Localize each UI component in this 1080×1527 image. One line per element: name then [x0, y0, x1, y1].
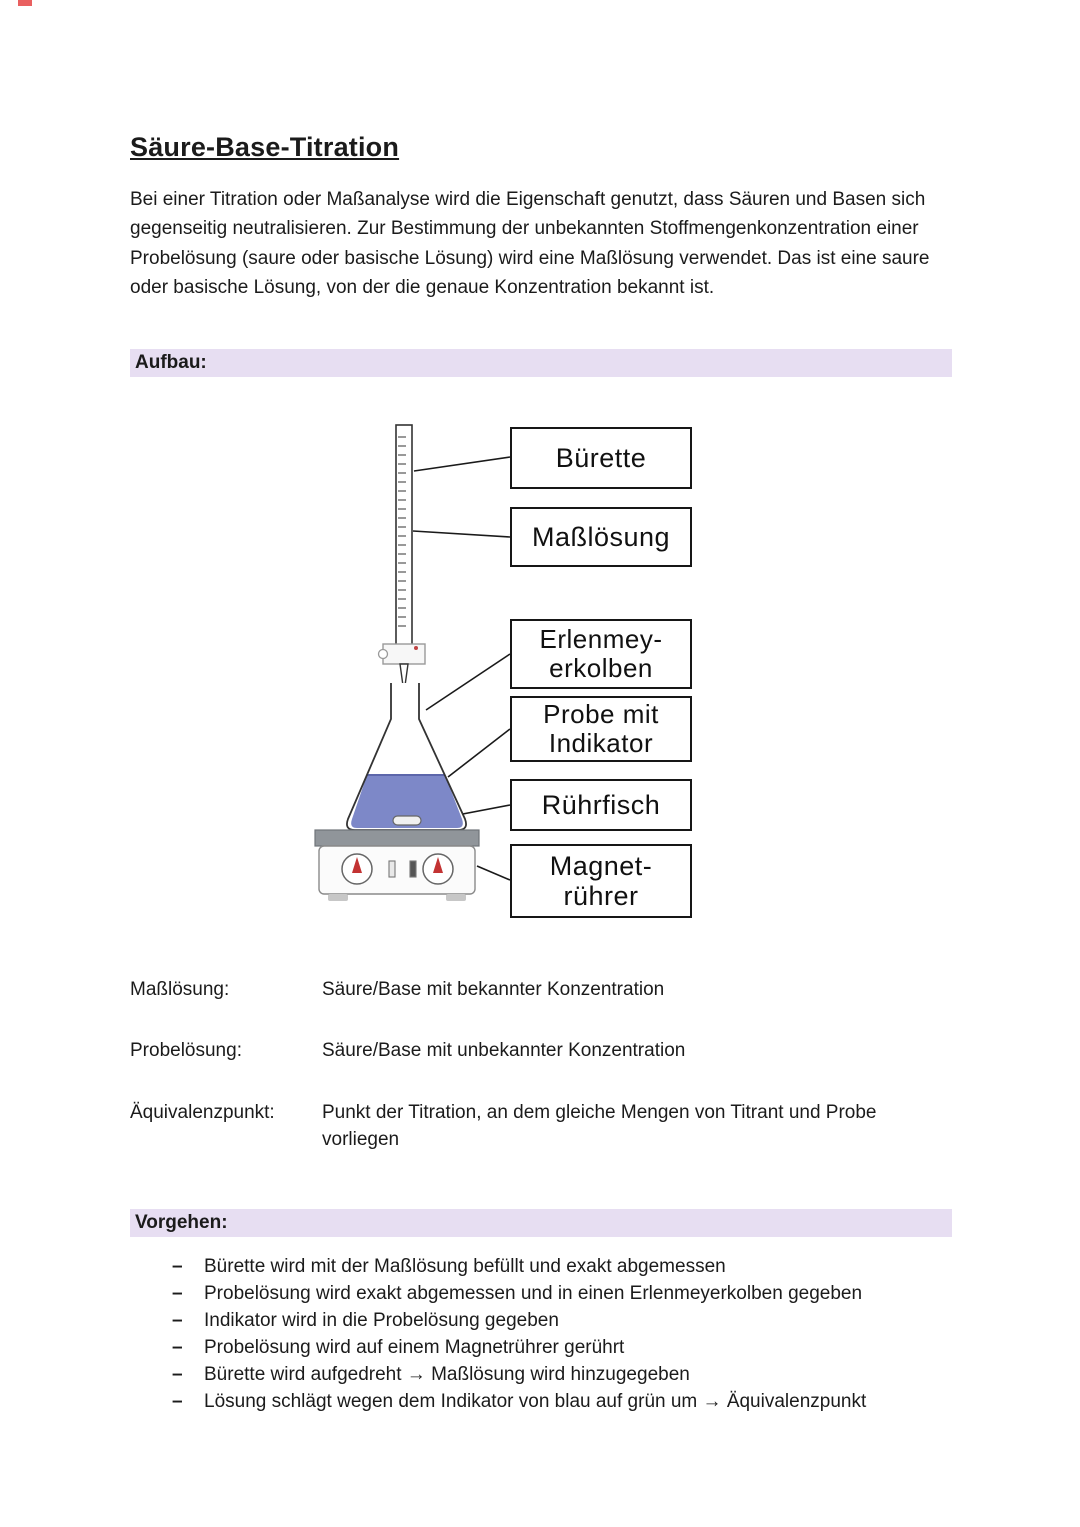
- bullet-dash: –: [172, 1364, 183, 1386]
- definitions-block: [130, 977, 952, 1153]
- label-box-probe-indikator: [510, 696, 692, 762]
- titration-diagram: [0, 417, 1080, 937]
- connector-masslosung: [413, 531, 510, 537]
- step-item: [130, 1280, 952, 1307]
- label-magnet-line2: rührer: [563, 880, 639, 911]
- step-item: [130, 1307, 952, 1334]
- step-item: [130, 1253, 952, 1280]
- label-probe-line1: Probe mit: [543, 698, 659, 729]
- definition-row: [130, 977, 952, 1004]
- stirrer-foot-left: [328, 894, 348, 901]
- step-item: [130, 1334, 952, 1361]
- label-erlenmeyer-line1: Erlenmey-: [539, 623, 663, 654]
- stirrer-dial-left: [342, 854, 372, 884]
- magnetic-stirrer-graphic: [315, 830, 479, 901]
- clamp-screw: [379, 649, 388, 658]
- bullet-dash: –: [172, 1283, 183, 1305]
- step-text: Probelösung wird exakt abgemessen und in einen Erlenmeyerkolben gegeben: [204, 1283, 863, 1305]
- definition-text-probelosung: Säure/Base mit unbekannter Konzentration: [322, 1040, 686, 1062]
- label-box-magnetruehrer: [510, 844, 692, 918]
- stopcock-dot: [414, 646, 418, 650]
- stirrer-foot-right: [446, 894, 466, 901]
- stirrer-dial-right: [423, 854, 453, 884]
- stirrer-plate: [315, 830, 479, 846]
- step-text: Bürette wird aufgedreht → Maßlösung wird hinzugegeben: [204, 1364, 690, 1386]
- label-magnet-line1: Magnet-: [549, 850, 653, 881]
- label-probe-line2: Indikator: [548, 727, 654, 758]
- step-item: [130, 1361, 952, 1388]
- section-header-vorgehen: Vorgehen:: [130, 1209, 952, 1237]
- step-item: [130, 1388, 952, 1415]
- page-title: Säure-Base-Titration: [130, 132, 400, 162]
- step-text: Probelösung wird auf einem Magnetrührer gerührt: [204, 1337, 625, 1359]
- label-box-buerette: [510, 427, 692, 489]
- label-box-erlenmeyerkolben: [510, 619, 692, 689]
- definition-row: [130, 1038, 952, 1065]
- connector-probe: [448, 729, 510, 777]
- definition-text-aequivalenzpunkt: Punkt der Titration, an dem gleiche Mengen von Titrant und Probe vorliegen: [322, 1101, 877, 1150]
- definition-term-aequivalenzpunkt: Äquivalenzpunkt:: [130, 1101, 275, 1123]
- label-erlenmeyer-line2: erkolben: [549, 652, 653, 683]
- bullet-dash: –: [172, 1256, 183, 1278]
- page-content: [130, 0, 952, 1415]
- step-text: Indikator wird in die Probelösung gegeben: [204, 1310, 559, 1332]
- section-header-aufbau: Aufbau:: [130, 349, 952, 377]
- connector-erlenmeyer: [426, 654, 510, 710]
- label-box-masslosung: [510, 507, 692, 567]
- burette-graphic: [379, 425, 426, 705]
- definition-row: [130, 1100, 952, 1153]
- label-box-ruehrfisch: [510, 779, 692, 831]
- connector-buerette: [414, 457, 510, 471]
- bullet-dash: –: [172, 1337, 183, 1359]
- label-buerette: Bürette: [555, 442, 647, 473]
- label-ruehrfisch: Rührfisch: [541, 789, 661, 820]
- step-text: Bürette wird mit der Maßlösung befüllt und exakt abgemessen: [204, 1256, 726, 1278]
- stirrer-display-1: [389, 861, 395, 877]
- connector-magnetruehrer: [477, 866, 510, 880]
- intro-paragraph: Bei einer Titration oder Maßanalyse wird die Eigenschaft genutzt, dass Säuren und Basen sich gegenseitig neutralisieren. Zur Bestimmung der unbekannten Stoffmengenkonzentration einer Probelösung (saure oder basische Lösung) wird eine Maßlösung verwendet. Das ist eine saure oder basische Lösung, von der die genaue Konzentration bekannt ist.: [130, 189, 930, 299]
- label-masslosung: Maßlösung: [531, 521, 671, 552]
- step-text: Lösung schlägt wegen dem Indikator von blau auf grün um → Äquivalenzpunkt: [204, 1391, 867, 1413]
- bullet-dash: –: [172, 1391, 183, 1413]
- stirrer-display-2: [410, 861, 416, 877]
- page-corner-mark: [18, 0, 32, 6]
- burette-clamp: [383, 644, 425, 664]
- steps-list: [130, 1253, 952, 1415]
- definition-term-masslosung: Maßlösung:: [130, 978, 230, 1000]
- definition-term-probelosung: Probelösung:: [130, 1040, 242, 1062]
- erlenmeyer-flask-graphic: [347, 683, 466, 830]
- definition-text-masslosung: Säure/Base mit bekannter Konzentration: [322, 978, 665, 1000]
- stir-bar: [393, 816, 421, 825]
- bullet-dash: –: [172, 1310, 183, 1332]
